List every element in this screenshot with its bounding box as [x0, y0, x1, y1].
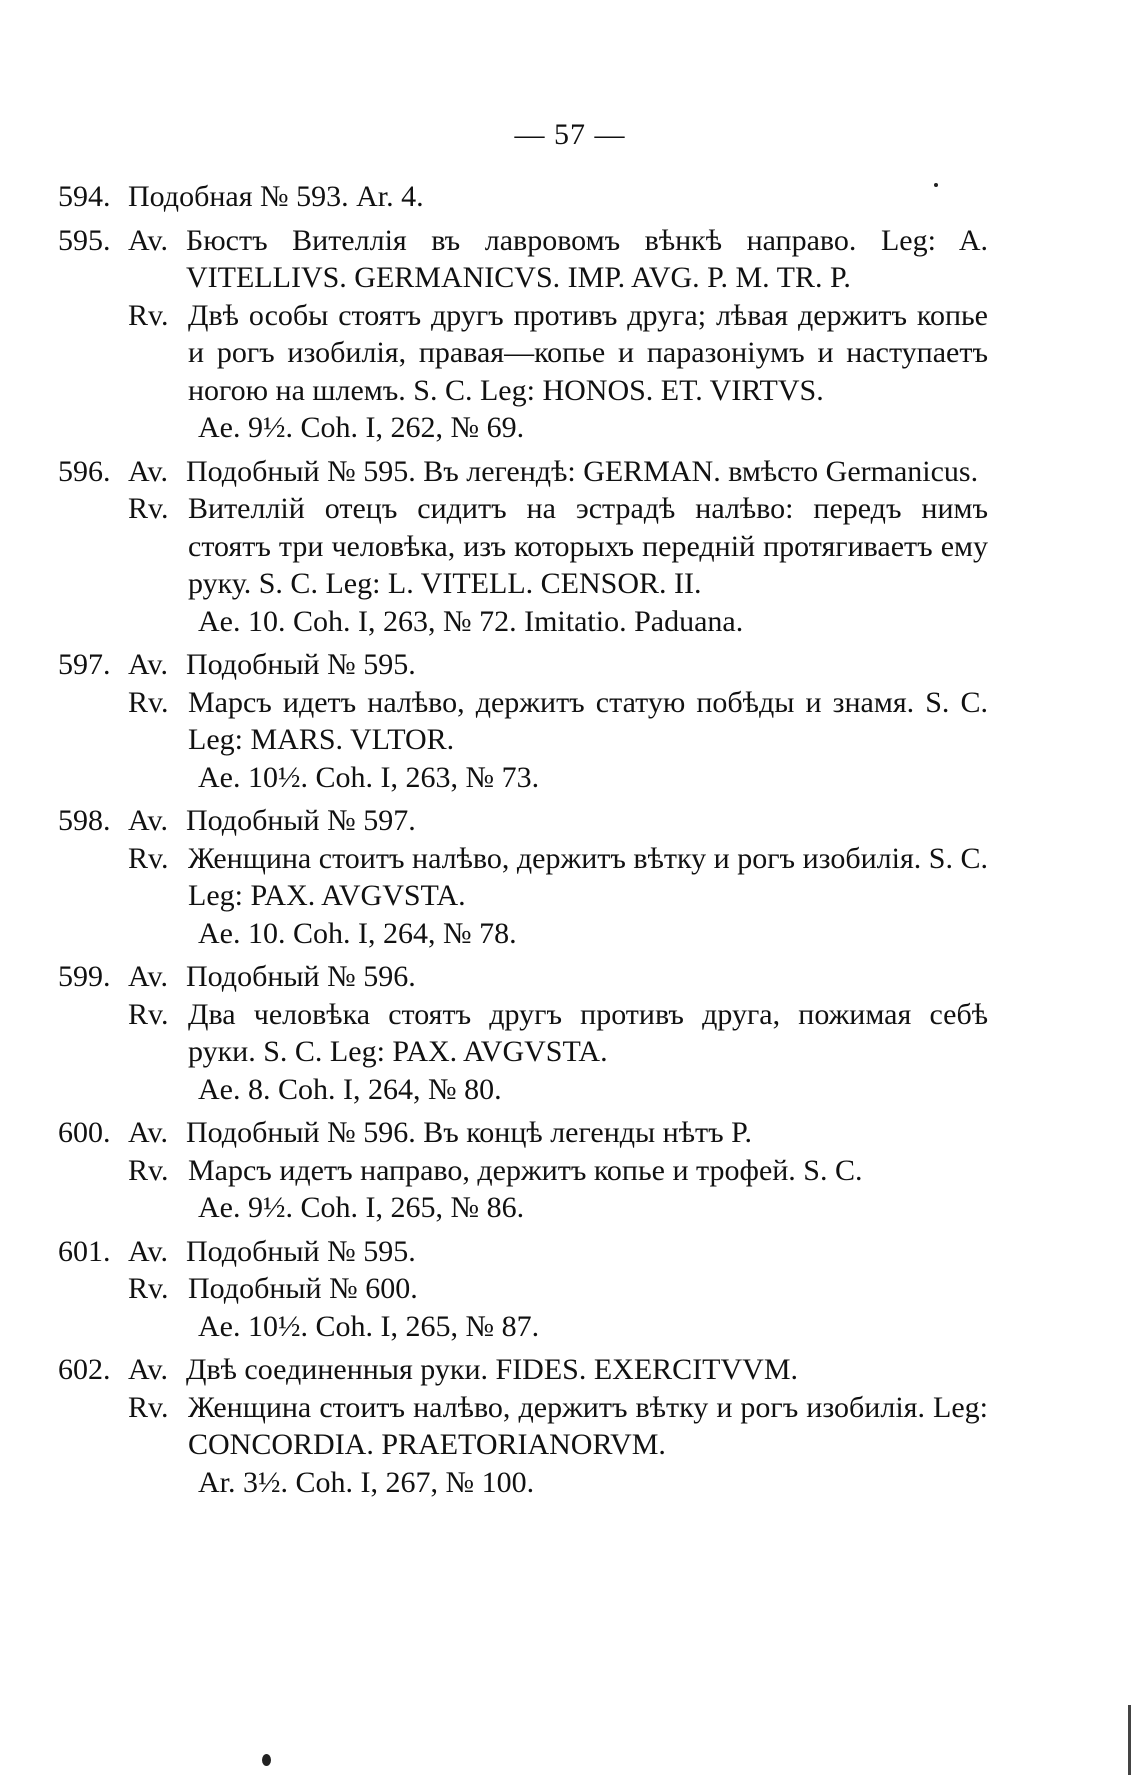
entry-number: 595.: [58, 223, 111, 257]
obverse-label: Av.: [128, 1116, 168, 1149]
obverse-text: Подобный № 595.: [186, 1234, 416, 1268]
entry-number: 599.: [58, 960, 111, 993]
obverse-text: Подобный № 596. Въ концѣ легенды нѣтъ P.: [186, 1116, 753, 1149]
page-number: — 57 —: [514, 118, 626, 151]
obverse-label: Av.: [128, 960, 168, 993]
reverse-label: Rv.: [128, 685, 169, 719]
reverse-text: Вителлій отецъ сидитъ на эстрадѣ налѣво: передъ нимъ стоятъ три человѣка, изъ которыхъ передній протягиваетъ ему руку. S. C. Leg: L. VITELL. CENSOR. II.: [188, 492, 988, 600]
obverse-label: Av.: [128, 648, 168, 681]
catalog-entry: [58, 1114, 988, 1227]
entry-number: 602.: [58, 1353, 111, 1386]
reverse-text: Женщина стоитъ налѣво, держитъ вѣтку и рогъ изобилія. Leg: CONCORDIA. PRAETORIANORVM.: [188, 1390, 988, 1461]
obverse-label: Av.: [128, 223, 168, 257]
reverse-text: Марсъ идетъ направо, держитъ копье и трофей. S. C.: [188, 1153, 863, 1187]
reverse-text: Женщина стоитъ налѣво, держитъ вѣтку и рогъ изобилія. S. C. Leg: PAX. AVGVSTA.: [188, 841, 988, 912]
reference: Ae. 9½. Coh. I, 262, № 69.: [198, 411, 525, 444]
entry-number: 596.: [58, 454, 111, 488]
reverse-label: Rv.: [128, 841, 169, 875]
obverse-text: Подобный № 595. Въ легендѣ: GERMAN. вмѣсто Germanicus.: [186, 454, 979, 488]
obverse-text: Подобный № 597.: [186, 804, 416, 837]
catalog-entry: [58, 178, 988, 216]
scan-speck: [262, 1754, 271, 1766]
reverse-label: Rv.: [128, 1153, 169, 1187]
entry-number: 598.: [58, 804, 111, 837]
obverse-label: Av.: [128, 1353, 168, 1386]
reverse-text: Два человѣка стоятъ другъ противъ друга, пожимая себѣ руки. S. C. Leg: PAX. AVGVSTA.: [188, 997, 988, 1068]
reference: Ae. 10½. Coh. I, 265, № 87.: [198, 1309, 540, 1343]
reference: Ae. 8. Coh. I, 264, № 80.: [198, 1072, 502, 1106]
reverse-label: Rv.: [128, 997, 169, 1031]
reverse-text: Марсъ идетъ налѣво, держитъ статую побѣды и знамя. S. C. Leg: MARS. VLTOR.: [188, 685, 988, 756]
scan-speck: [934, 183, 938, 187]
reference: Ae. 10½. Coh. I, 263, № 73.: [198, 760, 540, 794]
entry-text: Подобная № 593. Ar. 4.: [128, 180, 424, 213]
scan-edge-mark: [1128, 1705, 1131, 1775]
catalog-entry: [58, 958, 988, 1108]
reverse-label: Rv.: [128, 298, 169, 332]
reference: Ar. 3½. Coh. I, 267, № 100.: [198, 1465, 535, 1499]
catalog-entry: [58, 646, 988, 796]
catalog-entries: [58, 178, 988, 1507]
catalog-entry: [58, 802, 988, 952]
obverse-text: Подобный № 595.: [186, 648, 416, 681]
reverse-label: Rv.: [128, 492, 169, 525]
obverse-label: Av.: [128, 1234, 168, 1268]
reverse-text: Подобный № 600.: [188, 1272, 418, 1305]
reference: Ae. 10. Coh. I, 263, № 72. Imitatio. Paduana.: [198, 604, 744, 638]
reference: Ae. 10. Coh. I, 264, № 78.: [198, 916, 517, 950]
entry-number: 601.: [58, 1234, 111, 1268]
reverse-label: Rv.: [128, 1390, 169, 1424]
catalog-entry: [58, 1233, 988, 1346]
entry-number: 600.: [58, 1116, 111, 1149]
obverse-label: Av.: [128, 454, 168, 488]
obverse-text: Двѣ соединенныя руки. FIDES. EXERCITVVM.: [186, 1353, 799, 1386]
catalog-entry: [58, 1351, 988, 1501]
obverse-text: Подобный № 596.: [186, 960, 416, 993]
reverse-label: Rv.: [128, 1272, 169, 1305]
reference: Ae. 9½. Coh. I, 265, № 86.: [198, 1191, 525, 1224]
obverse-text: Бюстъ Вителлія въ лавровомъ вѣнкѣ направо. Leg: A. VITELLIVS. GERMANICVS. IMP. AVG. P. M. TR. P.: [186, 223, 988, 294]
obverse-label: Av.: [128, 804, 168, 837]
catalog-entry: [58, 453, 988, 641]
entry-number: 597.: [58, 648, 111, 681]
entry-number: 594.: [58, 180, 111, 213]
reverse-text: Двѣ особы стоятъ другъ противъ друга; лѣвая держитъ копье и рогъ изобилія, правая—копье и паразоніумъ и наступаетъ ногою на шлемъ. S. C. Leg: HONOS. ET. VIRTVS.: [188, 298, 988, 407]
catalog-entry: [58, 222, 988, 447]
